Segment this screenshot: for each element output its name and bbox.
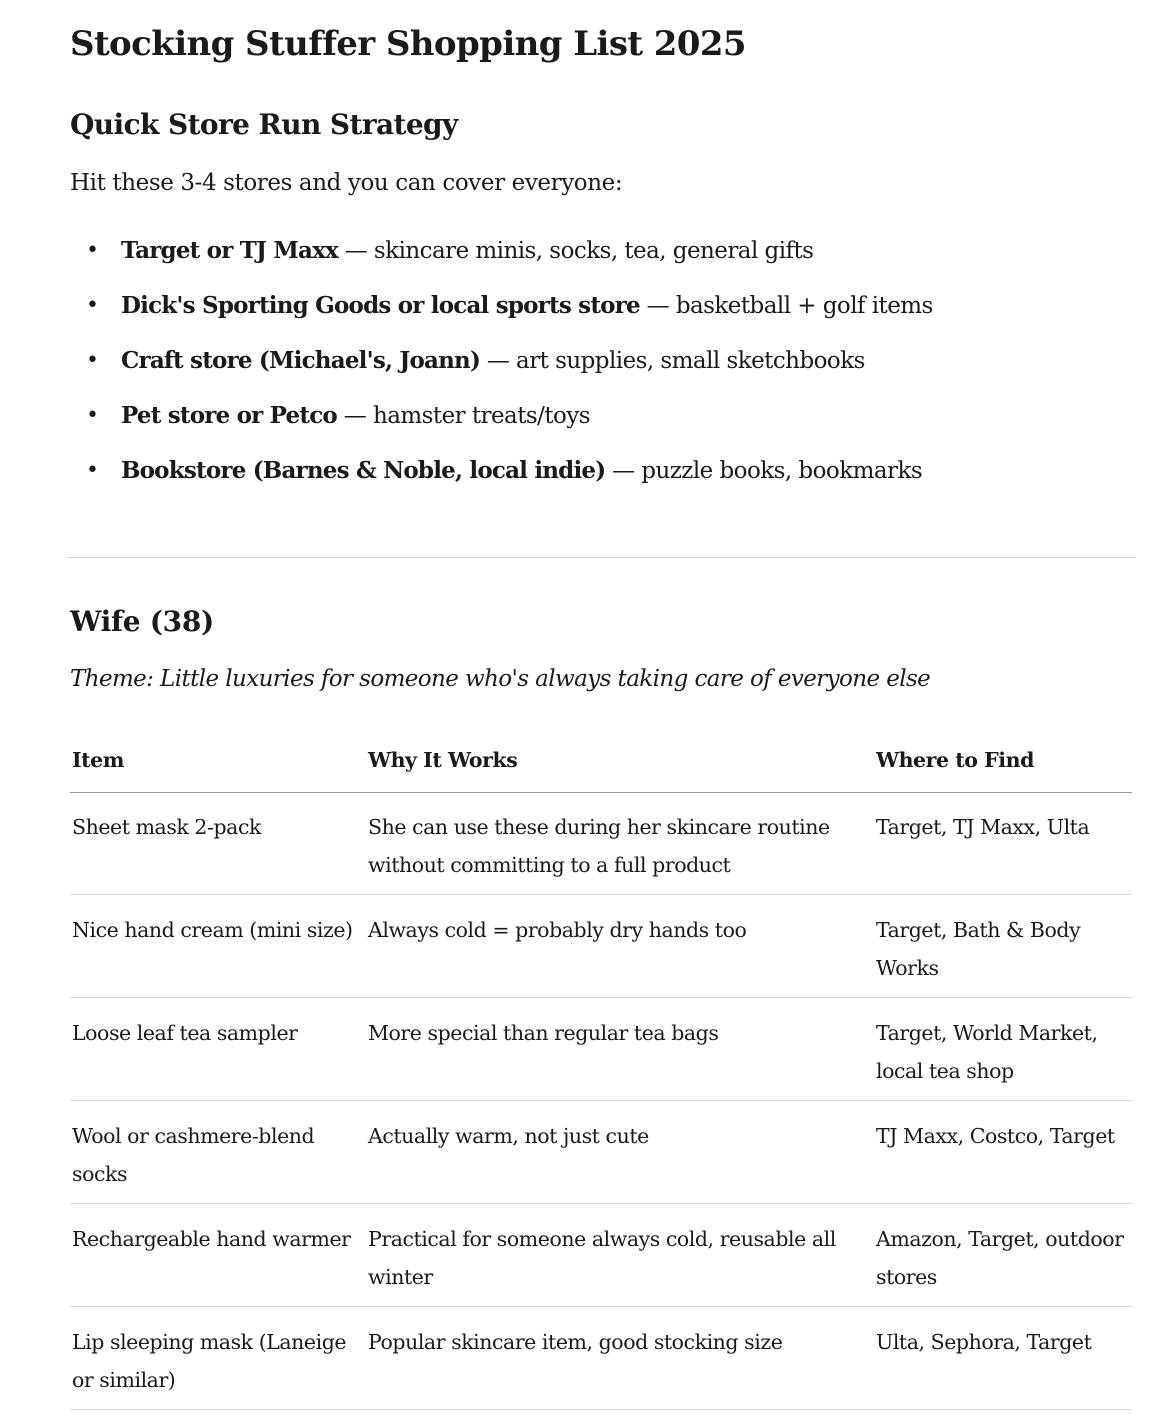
cell-item: Sheet mask 2-pack — [70, 793, 366, 895]
bullet-icon: • — [86, 238, 99, 263]
list-item — [70, 233, 1136, 288]
store-name: Pet store or Petco — [121, 402, 337, 429]
bullet-icon: • — [86, 348, 99, 373]
cell-where: Target, World Market, local tea shop — [874, 998, 1132, 1101]
cell-item: Loose leaf tea sampler — [70, 998, 366, 1101]
store-desc: — puzzle books, bookmarks — [612, 458, 923, 484]
list-item — [70, 453, 1136, 508]
bullet-icon: • — [86, 458, 99, 483]
cell-item: Wool or cashmere-blend socks — [70, 1101, 366, 1204]
table-header-row — [70, 740, 1132, 793]
column-header-item: Item — [70, 740, 366, 793]
section-theme: Theme: Little luxuries for someone who's always taking care of everyone else — [70, 666, 931, 692]
cell-where: TJ Maxx, Costco, Target — [874, 1101, 1132, 1204]
section-divider — [67, 557, 1136, 558]
cell-why: Always cold = probably dry hands too — [366, 895, 874, 998]
table-row — [70, 1307, 1132, 1410]
gift-table — [70, 740, 1132, 1410]
cell-where: Amazon, Target, outdoor stores — [874, 1204, 1132, 1307]
bullet-icon: • — [86, 293, 99, 318]
column-header-why: Why It Works — [366, 740, 874, 793]
store-desc: — basketball + golf items — [646, 293, 933, 319]
table-row — [70, 1204, 1132, 1307]
cell-why: More special than regular tea bags — [366, 998, 874, 1101]
store-desc: — skincare minis, socks, tea, general gifts — [344, 238, 814, 264]
cell-why: She can use these during her skincare routine without committing to a full product — [366, 793, 874, 895]
cell-item: Nice hand cream (mini size) — [70, 895, 366, 998]
cell-where: Target, Bath & Body Works — [874, 895, 1132, 998]
list-item — [70, 288, 1136, 343]
store-name: Craft store (Michael's, Joann) — [121, 347, 481, 374]
cell-where: Target, TJ Maxx, Ulta — [874, 793, 1132, 895]
list-item — [70, 343, 1136, 398]
store-desc: — hamster treats/toys — [343, 403, 591, 429]
store-name: Dick's Sporting Goods or local sports store — [121, 292, 640, 319]
cell-where: Ulta, Sephora, Target — [874, 1307, 1132, 1410]
store-list — [70, 233, 1136, 508]
list-item — [70, 398, 1136, 453]
cell-why: Practical for someone always cold, reusable all winter — [366, 1204, 874, 1307]
store-desc: — art supplies, small sketchbooks — [486, 348, 865, 374]
section-heading-wife: Wife (38) — [70, 605, 214, 638]
store-name: Target or TJ Maxx — [121, 237, 338, 264]
table-row — [70, 793, 1132, 895]
cell-item: Lip sleeping mask (Laneige or similar) — [70, 1307, 366, 1410]
cell-why: Actually warm, not just cute — [366, 1101, 874, 1204]
page-title: Stocking Stuffer Shopping List 2025 — [70, 24, 746, 64]
strategy-intro: Hit these 3-4 stores and you can cover everyone: — [70, 170, 623, 196]
table-row — [70, 998, 1132, 1101]
table-row — [70, 1101, 1132, 1204]
cell-item: Rechargeable hand warmer — [70, 1204, 366, 1307]
table-row — [70, 895, 1132, 998]
cell-why: Popular skincare item, good stocking size — [366, 1307, 874, 1410]
strategy-heading: Quick Store Run Strategy — [70, 108, 458, 141]
store-name: Bookstore (Barnes & Noble, local indie) — [121, 457, 606, 484]
column-header-where: Where to Find — [874, 740, 1132, 793]
bullet-icon: • — [86, 403, 99, 428]
